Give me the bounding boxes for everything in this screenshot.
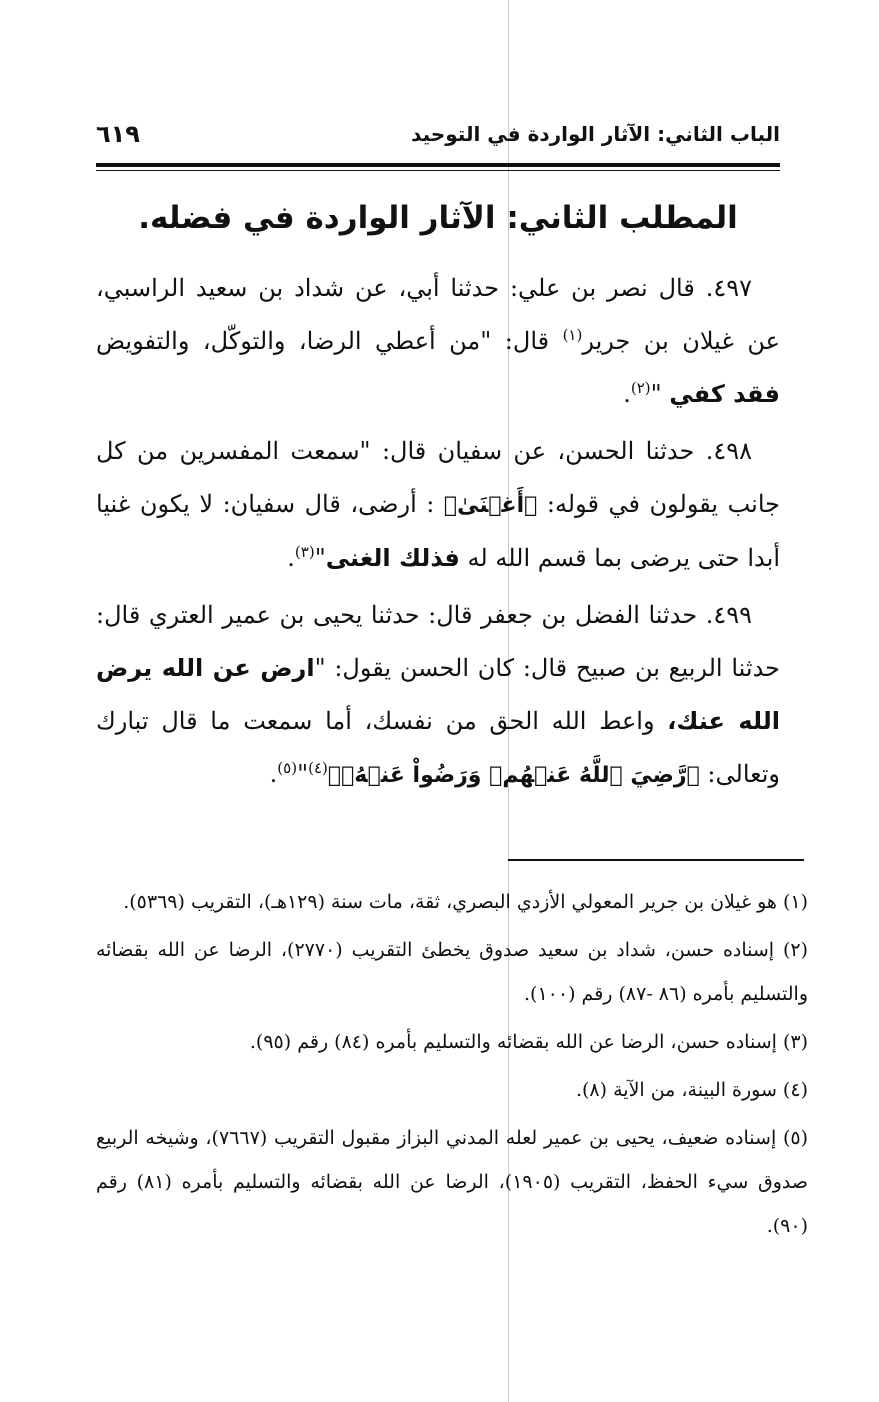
quran-quote: ﴿أَغۡنَىٰ﴾ bbox=[443, 493, 538, 518]
narration-498 bbox=[96, 425, 780, 585]
footnote-1: (١) هو غيلان بن جرير المعولي الأزدي البصري، ثقة، مات سنة (١٢٩هـ)، التقريب (٥٣٦٩). bbox=[123, 891, 808, 913]
bold-phrase: فقد كفي bbox=[669, 380, 780, 408]
footnote-separator bbox=[508, 859, 804, 861]
narration-text: ٤٩٧. قال نصر بن علي: حدثنا أبي، عن شداد بن سعيد الراسبي، عن غيلان بن جرير bbox=[96, 274, 780, 355]
narration-text: . bbox=[287, 544, 295, 572]
footnotes bbox=[96, 880, 808, 1248]
bold-phrase: ارض عن الله يرض الله عنك، bbox=[96, 654, 781, 735]
footnote-ref[interactable]: (٢) bbox=[630, 379, 651, 397]
narration-text: " bbox=[297, 760, 309, 788]
footnote-5: (٥) إسناده ضعيف، يحيى بن عمير لعله المدني البزاز مقبول التقريب (٧٦٦٧)، وشيخه الربيع صدوق سيء الحفظ، التقريب (١٩٠٥)، الرضا عن الله بقضائه والتسليم بأمره (٨١) رقم (٩٠). bbox=[96, 1127, 809, 1237]
section-title: المطلب الثاني: الآثار الواردة في فضله. bbox=[138, 200, 738, 236]
page-number: ٦١٩ bbox=[96, 120, 140, 148]
footnote-3: (٣) إسناده حسن، الرضا عن الله بقضائه والتسليم بأمره (٨٤) رقم (٩٥). bbox=[249, 1031, 808, 1053]
narration-text: ٤٩٨. حدثنا الحسن، عن سفيان قال: "سمعت المفسرين من كل جانب يقولون في قوله: bbox=[96, 437, 781, 518]
narration-text: : أرضى، قال سفيان: لا يكون غنيا أبدا حتى يرضى بما قسم الله له bbox=[96, 490, 780, 572]
bold-phrase: فذلك الغنى bbox=[325, 544, 460, 572]
footnote-ref[interactable]: (١) bbox=[562, 326, 583, 344]
narration-text: ٤٩٩. حدثنا الفضل بن جعفر قال: حدثنا يحيى بن عمير العتري قال: حدثنا الربيع بن صبيح قال: كان الحسن يقول: " bbox=[96, 601, 781, 682]
footnote-4: (٤) سورة البينة، من الآية (٨). bbox=[575, 1079, 808, 1101]
footnote-ref[interactable]: (٤) bbox=[308, 759, 328, 777]
narration-497 bbox=[96, 262, 780, 421]
narration-text: . bbox=[269, 760, 278, 788]
footnote-2: (٢) إسناده حسن، شداد بن سعيد صدوق يخطئ التقريب (٢٧٧٠)، الرضا عن الله بقضائه والتسليم بأمره (٨٦ -٨٧) رقم (١٠٠). bbox=[96, 939, 808, 1005]
footnote-ref[interactable]: (٥) bbox=[277, 759, 298, 777]
narration-text: قال: "من أعطي الرضا، والتوكّل، والتفويض bbox=[96, 327, 563, 355]
footnote-ref[interactable]: (٣) bbox=[294, 543, 315, 561]
narration-text: . bbox=[623, 380, 631, 408]
running-title: الباب الثاني: الآثار الواردة في التوحيد bbox=[411, 122, 780, 146]
narration-text: واعط الله الحق من نفسك، أما سمعت ما قال تبارك وتعالى: bbox=[96, 707, 780, 788]
narration-text: " bbox=[650, 380, 670, 408]
header-rule-thick bbox=[96, 163, 780, 167]
narration-text: " bbox=[314, 544, 326, 572]
main-text bbox=[96, 262, 780, 806]
quran-quote: ﴿رَّضِيَ ٱللَّهُ عَنۡهُمۡ وَرَضُواْ عَنۡهُۚ﴾ bbox=[327, 763, 700, 788]
running-header bbox=[96, 122, 780, 162]
narration-499 bbox=[96, 589, 780, 802]
header-rule-thin bbox=[96, 170, 780, 171]
